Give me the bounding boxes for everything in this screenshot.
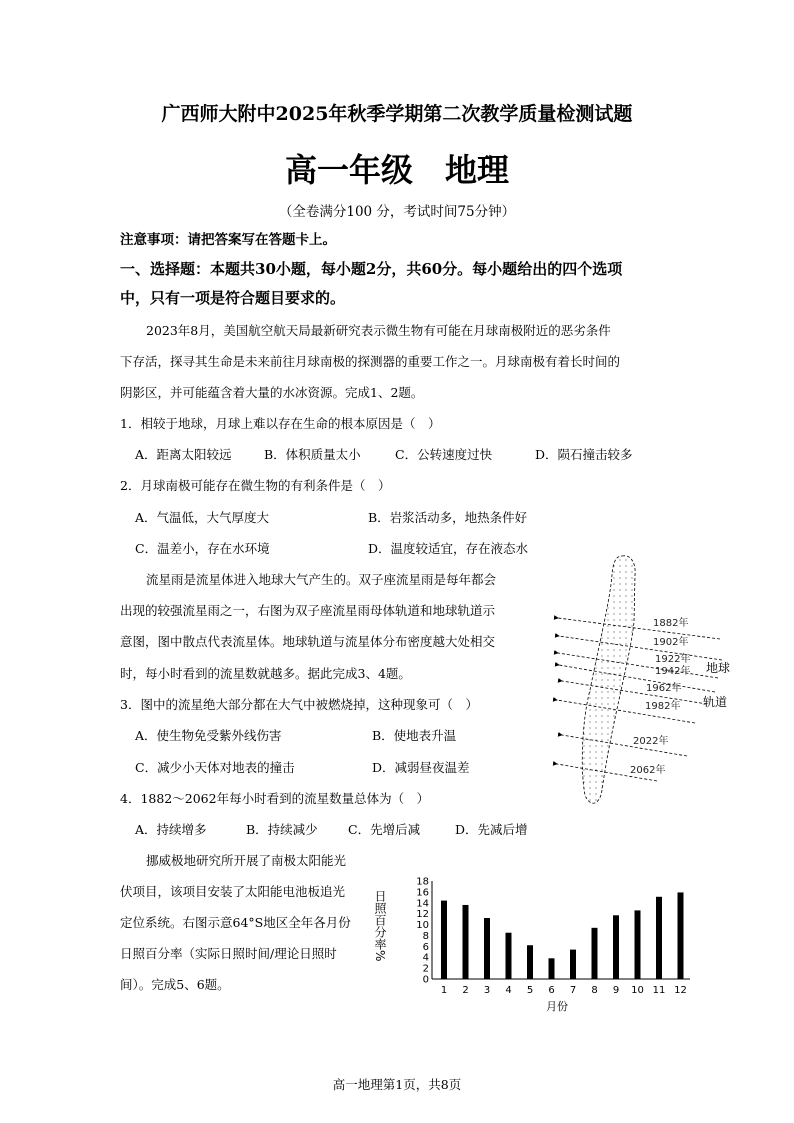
orbit-label: 轨道 (703, 695, 728, 709)
q3-option-b: B．使地表升温 (372, 728, 457, 743)
chart-y-tick-label: 14 (416, 898, 429, 910)
section-heading-line2: 中，只有一项是符合题目要求的。 (120, 289, 346, 307)
chart-x-tick-label: 10 (631, 985, 644, 996)
chart-y-tick-label: 8 (422, 930, 429, 942)
q1-option-b: B．体积质量太小 (264, 447, 361, 462)
q4-option-b: B．持续减少 (246, 822, 318, 837)
chart-bar (678, 892, 684, 979)
orbit-year-label: 2062年 (630, 765, 666, 776)
chart-x-tick-label: 5 (526, 985, 534, 996)
passage2-line: 意图，图中散点代表流星体。地球轨道与流星体分布密度越大处相交 (120, 634, 496, 649)
chart-bar (441, 901, 447, 979)
orbit-year-label: 1882年 (653, 618, 689, 629)
chart-y-tick-label: 18 (416, 876, 429, 888)
passage1-line: 2023年8月，美国航空航天局最新研究表示微生物有可能在月球南极附近的恶劣条件 (146, 323, 611, 338)
orbit-year-label: 1902年 (653, 637, 689, 648)
exam-subject: 高一年级 地理 (284, 151, 509, 189)
orbit-year-label: 2022年 (633, 736, 669, 747)
q3-option-c: C．减少小天体对地表的撞击 (135, 760, 295, 775)
chart-bar (527, 945, 533, 979)
q1-option-c: C．公转速度过快 (395, 447, 493, 462)
q2-option-b: B．岩浆活动多，地热条件好 (368, 510, 528, 525)
q3-option-a: A．使生物免受紫外线伤害 (135, 728, 282, 743)
instructions: 注意事项：请把答案写在答题卡上。 (120, 232, 336, 248)
passage3-line: 挪威极地研究所开展了南极太阳能光 (146, 853, 347, 868)
q1-option-d: D．陨石撞击较多 (535, 447, 633, 462)
q4-option-d: D．先减后增 (455, 822, 528, 837)
chart-bar (570, 950, 576, 979)
chart-y-tick-label: 2 (422, 963, 429, 975)
passage1-line: 下存活，探寻其生命是未来前往月球南极的探测器的重要工作之一。月球南极有着长时间的 (120, 354, 621, 369)
chart-x-tick-label: 7 (569, 985, 577, 996)
chart-y-label: 日照百分率% (373, 890, 387, 962)
exam-title: 广西师大附中2025年秋季学期第二次教学质量检测试题 (161, 103, 633, 125)
chart-y-tick-label: 4 (422, 952, 429, 964)
orbit-year-label: 1942年 (655, 666, 691, 677)
chart-x-tick-label: 9 (612, 985, 620, 996)
chart-x-tick-label: 3 (483, 985, 491, 996)
passage3-line: 日照百分率（实际日照时间/理论日照时 (120, 946, 337, 961)
chart-y-tick-label: 16 (416, 887, 429, 899)
question-1: 1．相较于地球，月球上难以存在生命的根本原因是（ ） (120, 416, 441, 431)
chart-bar (592, 928, 598, 979)
passage1-line: 阴影区，并可能蕴含着大量的水冰资源。完成1、2题。 (120, 385, 424, 400)
chart-y-tick-label: 0 (422, 974, 429, 986)
passage2-line: 出现的较强流星雨之一，右图为双子座流星雨母体轨道和地球轨道示 (120, 603, 496, 618)
chart-x-tick-label: 8 (591, 985, 598, 996)
page-footer: 高一地理第1页，共8页 (332, 1077, 462, 1092)
passage2-line: 流星雨是流星体进入地球大气产生的。双子座流星雨是每年都会 (146, 572, 497, 587)
chart-bar (635, 910, 641, 979)
chart-x-tick-label: 2 (462, 985, 469, 996)
chart-bar (506, 933, 512, 979)
question-4: 4．1882～2062年每小时看到的流星数量总体为（ ） (120, 791, 430, 806)
q4-option-a: A．持续增多 (135, 822, 207, 837)
chart-x-tick-label: 6 (548, 985, 555, 996)
orbit-year-label: 1982年 (645, 701, 681, 712)
chart-bar (463, 905, 469, 979)
chart-bar (613, 915, 619, 979)
q2-option-d: D．温度较适宜，存在液态水 (368, 541, 529, 556)
passage3-line: 间）。完成5、6题。 (120, 977, 230, 992)
chart-y-tick-label: 10 (416, 920, 429, 932)
chart-x-label: 月份 (546, 1000, 568, 1013)
chart-x-tick-label: 12 (674, 985, 687, 996)
chart-x-tick-label: 1 (440, 985, 448, 996)
q1-option-a: A．距离太阳较远 (135, 447, 232, 462)
question-3: 3．图中的流星绝大部分都在大气中被燃烧掉，这种现象可（ ） (120, 697, 478, 712)
passage3-line: 定位系统。右图示意64°S地区全年各月份 (120, 915, 351, 930)
chart-y-tick-label: 12 (416, 909, 429, 921)
chart-bar (549, 958, 555, 979)
orbit-year-label: 1962年 (646, 683, 682, 694)
q3-option-d: D．减弱昼夜温差 (372, 760, 470, 775)
chart-x-tick-label: 4 (505, 985, 512, 996)
question-2: 2．月球南极可能存在微生物的有利条件是（ ） (120, 478, 391, 493)
passage2-line: 时，每小时看到的流星数就越多。据此完成3、4题。 (120, 666, 411, 681)
q2-option-c: C．温差小，存在水环境 (135, 541, 270, 556)
orbit-year-label: 1922年 (655, 654, 691, 665)
exam-note: （全卷满分100 分，考试时间75分钟） (278, 204, 516, 220)
passage3-line: 伏项目，该项目安装了太阳能电池板追光 (120, 884, 346, 899)
chart-y-tick-label: 6 (422, 941, 429, 953)
chart-bar (656, 897, 662, 979)
section-heading-line1: 一、选择题：本题共30小题，每小题2分，共60分。每小题给出的四个选项 (120, 260, 623, 278)
chart-x-tick-label: 11 (652, 985, 666, 996)
chart-bar (484, 918, 490, 979)
q2-option-a: A．气温低，大气厚度大 (135, 510, 270, 525)
earth-label: 地球 (706, 661, 731, 675)
q4-option-c: C．先增后减 (348, 822, 421, 837)
